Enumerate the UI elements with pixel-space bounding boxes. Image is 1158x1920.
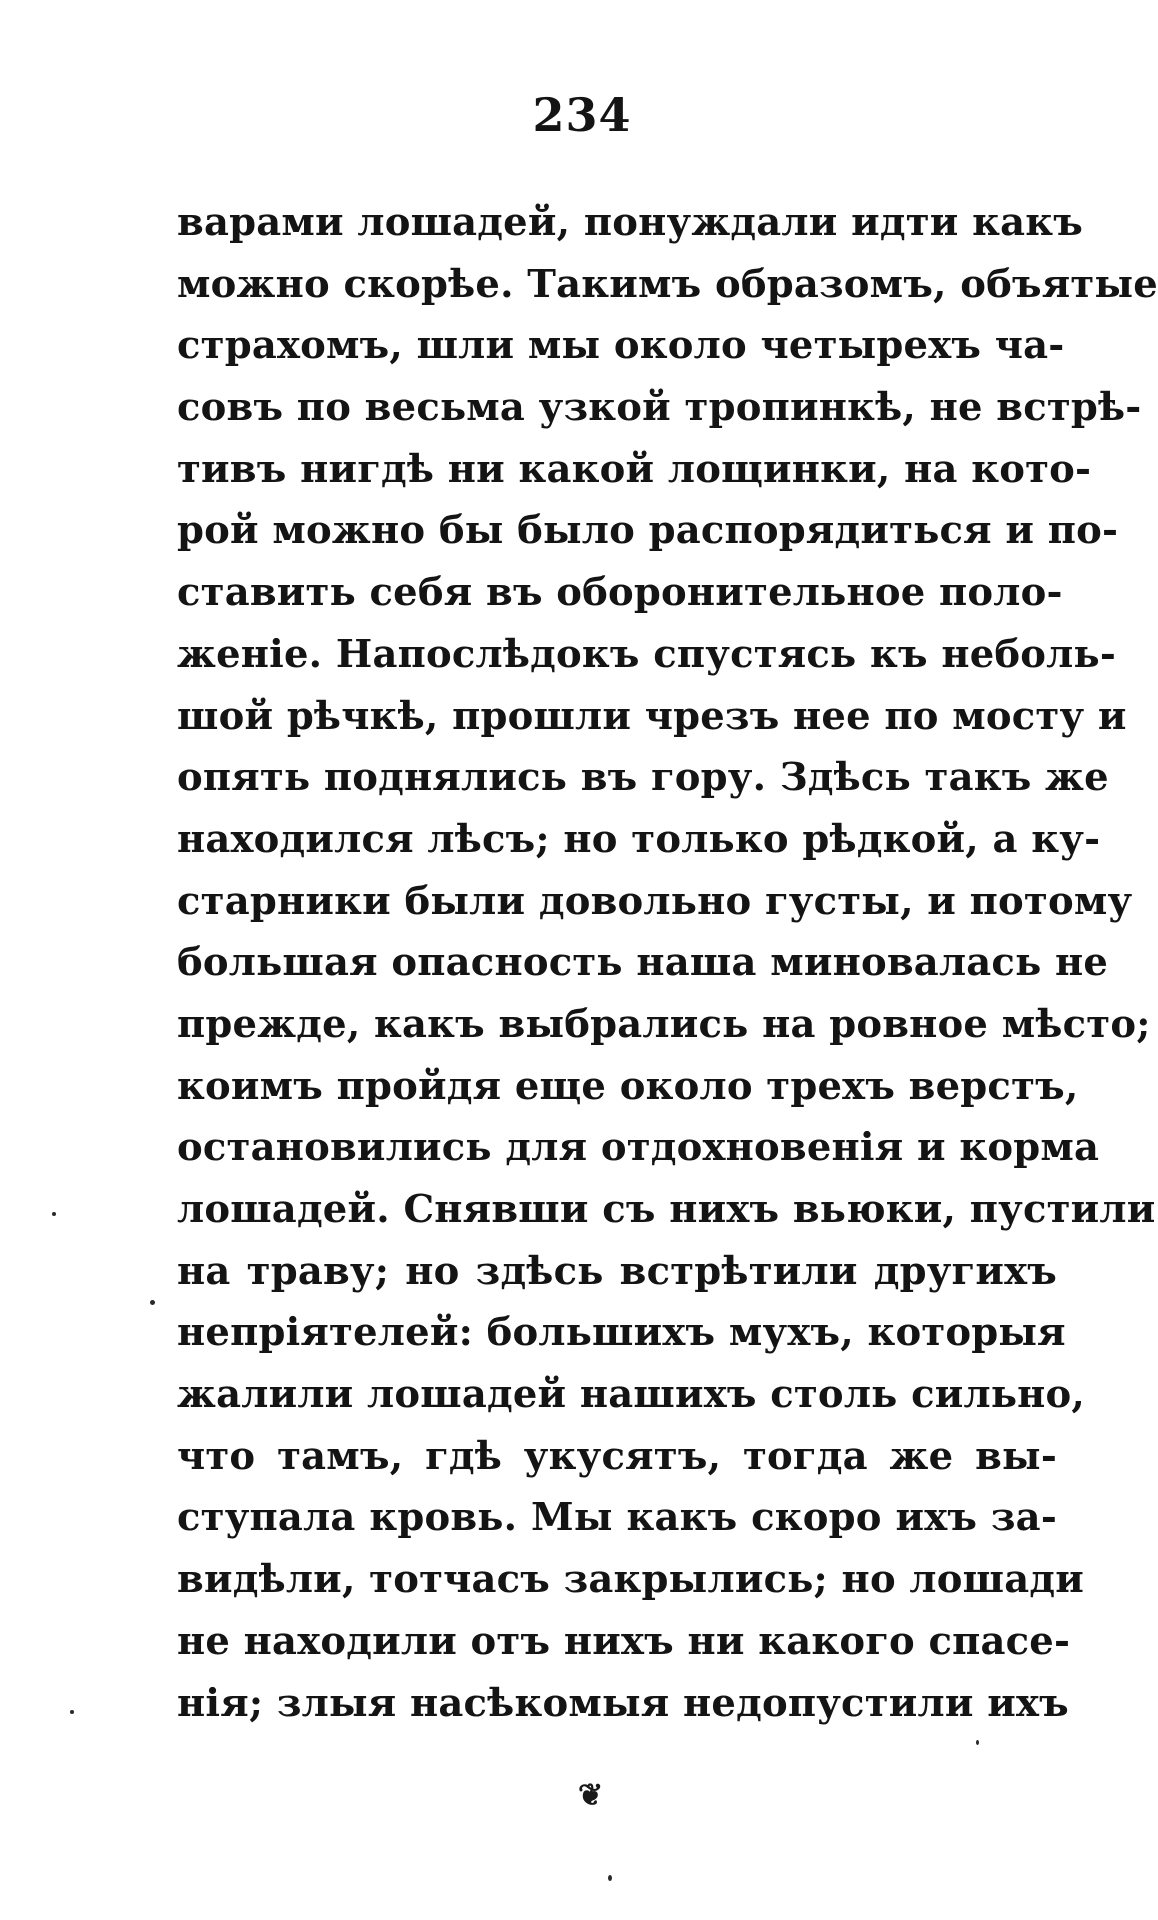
text-line: страхомъ, шли мы около четырехъ ча- xyxy=(177,323,1065,369)
text-line: находился лѣсъ; но только рѣдкой, а ку- xyxy=(177,816,1101,862)
print-speck xyxy=(150,1300,155,1305)
ornament-mark: ❦ xyxy=(578,1778,604,1813)
body-text xyxy=(177,192,1158,1734)
text-line: прежде, какъ выбрались на ровное мѣсто; xyxy=(177,1001,1151,1047)
text-line: рой можно бы было распорядиться и по- xyxy=(177,508,1119,554)
text-line: большая опасность наша миновалась не xyxy=(177,940,1109,986)
text-line: женіе. Напослѣдокъ спустясь къ неболь- xyxy=(177,631,1117,677)
text-line: остановились для отдохновенія и корма xyxy=(177,1125,1100,1171)
print-speck xyxy=(976,1740,979,1745)
text-line: не находили отъ нихъ ни какого спасе- xyxy=(177,1618,1071,1664)
text-line: коимъ пройдя еще около трехъ верстъ, xyxy=(177,1063,1079,1109)
text-line: лошадей. Снявши съ нихъ вьюки, пустили xyxy=(177,1187,1156,1232)
text-line: видѣли, тотчасъ закрылись; но лошади xyxy=(177,1557,1084,1603)
text-line: тивъ нигдѣ ни какой лощинки, на кото- xyxy=(177,446,1092,492)
text-line: ставить себя въ оборонительное поло- xyxy=(177,570,1063,616)
text-line: ступала кровь. Мы какъ скоро ихъ за- xyxy=(177,1495,1057,1541)
print-speck xyxy=(70,1710,74,1714)
text-line: опять поднялись въ гору. Здѣсь такъ же xyxy=(177,755,1109,801)
text-line: шой рѣчкѣ, прошли чрезъ нее по мосту и xyxy=(177,693,1127,739)
text-line: непріятелей: большихъ мухъ, которыя xyxy=(177,1310,1066,1356)
text-line: совъ по весьма узкой тропинкѣ, не встрѣ- xyxy=(177,385,1142,431)
text-line: жалили лошадей нашихъ столь сильно, xyxy=(177,1372,1086,1418)
text-line: что тамъ, гдѣ укусятъ, тогда же вы- xyxy=(177,1433,1057,1479)
text-line: можно скорѣе. Такимъ образомъ, объятые xyxy=(177,261,1158,307)
text-line: на траву; но здѣсь встрѣтили другихъ xyxy=(177,1248,1057,1294)
print-speck xyxy=(608,1875,612,1881)
text-line: нія; злыя насѣкомыя недопустили ихъ xyxy=(177,1680,1069,1726)
text-line: старники были довольно густы, и потому xyxy=(177,878,1133,924)
print-speck xyxy=(52,1212,56,1216)
text-line: варами лошадей, понуждали идти какъ xyxy=(177,200,1084,245)
page-number: 234 xyxy=(532,88,632,142)
